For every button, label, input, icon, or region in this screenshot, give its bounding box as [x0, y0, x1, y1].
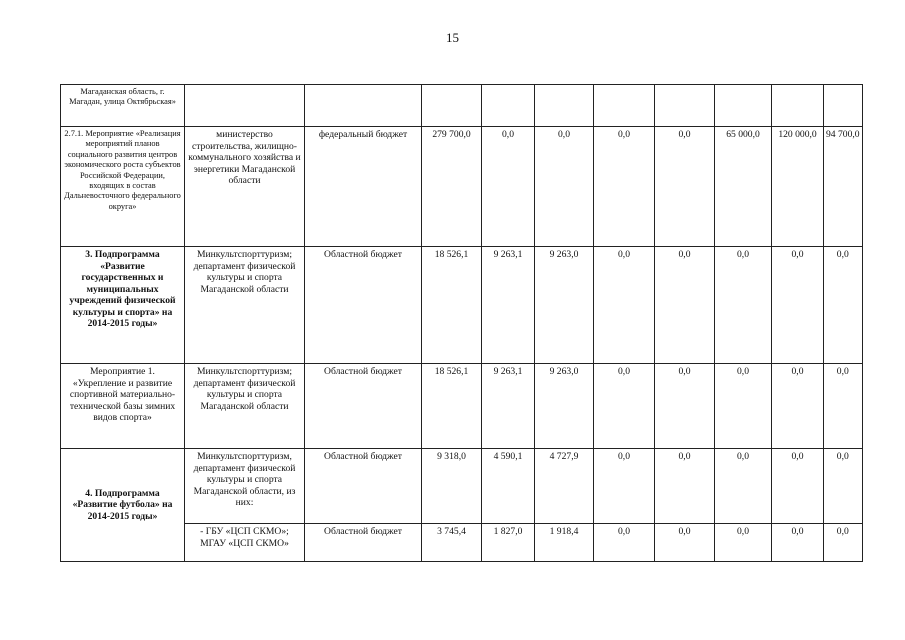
row-executor: Минкультспорттуризм; департамент физической культуры и спорта Магаданской области — [185, 364, 305, 449]
value-cell: 65 000,0 — [715, 127, 772, 247]
value-cell: 0,0 — [715, 247, 772, 364]
table-row — [61, 127, 863, 247]
value-cell — [655, 85, 715, 127]
value-cell — [715, 85, 772, 127]
value-cell: 0,0 — [824, 364, 863, 449]
row-name: Магаданская область, г. Магадан, улица Октябрьская» — [61, 85, 185, 127]
value-total — [422, 85, 482, 127]
value-cell — [535, 85, 594, 127]
row-source: Областной бюджет — [305, 524, 422, 562]
value-cell — [482, 85, 535, 127]
value-cell: 9 263,0 — [535, 364, 594, 449]
value-cell: 9 263,1 — [482, 247, 535, 364]
value-cell: 0,0 — [772, 449, 824, 524]
value-cell: 1 827,0 — [482, 524, 535, 562]
row-source — [305, 85, 422, 127]
value-cell: 0,0 — [772, 247, 824, 364]
value-total: 18 526,1 — [422, 364, 482, 449]
value-cell: 0,0 — [824, 524, 863, 562]
value-cell — [824, 85, 863, 127]
table-row — [61, 85, 863, 127]
row-source: Областной бюджет — [305, 364, 422, 449]
value-cell: 0,0 — [824, 449, 863, 524]
value-total: 18 526,1 — [422, 247, 482, 364]
value-cell: 0,0 — [655, 364, 715, 449]
table-row — [61, 449, 863, 524]
value-cell: 0,0 — [482, 127, 535, 247]
value-cell: 0,0 — [594, 449, 655, 524]
value-cell: 0,0 — [594, 247, 655, 364]
value-cell: 0,0 — [594, 524, 655, 562]
value-cell: 0,0 — [655, 247, 715, 364]
value-cell — [594, 85, 655, 127]
value-cell: 120 000,0 — [772, 127, 824, 247]
page-number: 15 — [446, 30, 459, 45]
budget-table — [60, 84, 863, 562]
row-name: 4. Подпрограмма «Развитие футбола» на 2014-2015 годы» — [61, 449, 185, 562]
row-executor — [185, 85, 305, 127]
value-cell: 0,0 — [715, 524, 772, 562]
value-cell — [772, 85, 824, 127]
value-cell: 9 263,1 — [482, 364, 535, 449]
value-cell: 0,0 — [655, 127, 715, 247]
value-cell: 1 918,4 — [535, 524, 594, 562]
row-executor: Минкультспорттуризм, департамент физической культуры и спорта Магаданской области, из них: — [185, 449, 305, 524]
value-cell: 0,0 — [824, 247, 863, 364]
value-cell: 0,0 — [772, 524, 824, 562]
row-source: федеральный бюджет — [305, 127, 422, 247]
row-name: 3. Подпрограмма «Развитие государственных и муниципальных учреждений физической культуры и спорта» на 2014-2015 годы» — [61, 247, 185, 364]
value-cell: 0,0 — [655, 524, 715, 562]
value-cell: 0,0 — [715, 449, 772, 524]
value-cell: 94 700,0 — [824, 127, 863, 247]
value-cell: 0,0 — [594, 364, 655, 449]
value-total: 3 745,4 — [422, 524, 482, 562]
row-executor: министерство строительства, жилищно-коммунального хозяйства и энергетики Магаданской области — [185, 127, 305, 247]
row-name: 2.7.1. Мероприятие «Реализация мероприятий планов социального развития центров экономического роста субъектов Российской Федерации, входящих в состав Дальневосточного федерального округа» — [61, 127, 185, 247]
table-row — [61, 247, 863, 364]
value-cell: 0,0 — [772, 364, 824, 449]
value-cell: 4 590,1 — [482, 449, 535, 524]
row-executor: - ГБУ «ЦСП СКМО»; МГАУ «ЦСП СКМО» — [185, 524, 305, 562]
row-name: Мероприятие 1. «Укрепление и развитие спортивной материально-технической базы зимних видов спорта» — [61, 364, 185, 449]
row-source: Областной бюджет — [305, 449, 422, 524]
row-executor: Минкультспорттуризм; департамент физической культуры и спорта Магаданской области — [185, 247, 305, 364]
value-cell: 0,0 — [655, 449, 715, 524]
value-total: 279 700,0 — [422, 127, 482, 247]
value-total: 9 318,0 — [422, 449, 482, 524]
value-cell: 0,0 — [715, 364, 772, 449]
value-cell: 9 263,0 — [535, 247, 594, 364]
value-cell: 0,0 — [594, 127, 655, 247]
value-cell: 4 727,9 — [535, 449, 594, 524]
row-source: Областной бюджет — [305, 247, 422, 364]
value-cell: 0,0 — [535, 127, 594, 247]
table-row — [61, 364, 863, 449]
